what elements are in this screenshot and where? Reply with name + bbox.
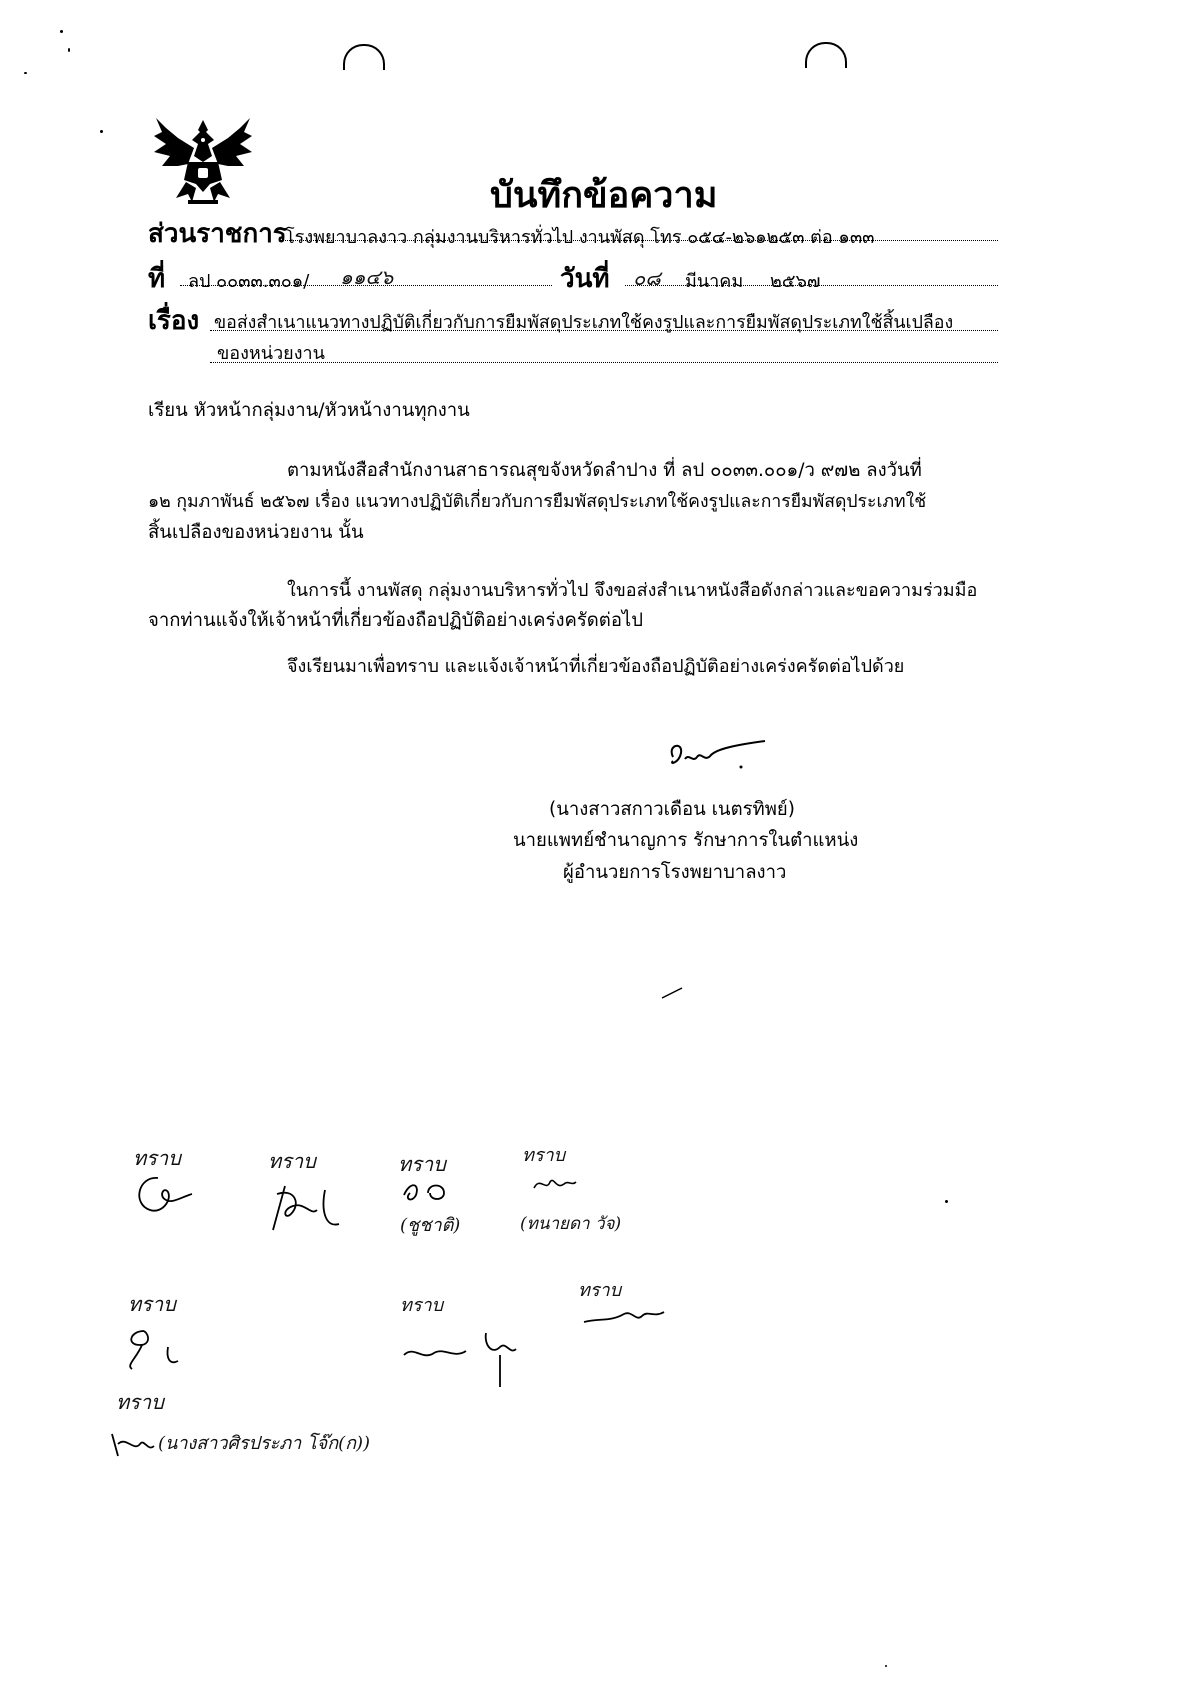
ack-signature xyxy=(265,1180,355,1239)
subject-line-2: ของหน่วยงาน xyxy=(217,343,325,364)
date-day: ๐๘ xyxy=(633,266,661,290)
ack-signature xyxy=(120,1325,190,1379)
stray-pen-mark xyxy=(660,985,684,1004)
ack-signature xyxy=(400,1325,540,1399)
ack-word: ทราบ xyxy=(578,1280,622,1301)
paragraph-2-line-1: ในการนี้ งานพัสดุ กลุ่มงานบริหารทั่วไป จึงขอส่งสำเนาหนังสือดังกล่าวและขอความร่วมมือ xyxy=(287,580,978,601)
date-month: มีนาคม xyxy=(685,271,744,292)
ack-note: (นางสาวศิรประภา โจ๊ก(ก)) xyxy=(158,1433,371,1454)
subject-line-1: ขอส่งสำเนาแนวทางปฏิบัติเกี่ยวกับการยืมพัสดุประเภทใช้คงรูปและการยืมพัสดุประเภทใช้สิ้นเปลือง xyxy=(214,312,954,333)
ack-signature xyxy=(108,1430,158,1464)
ack-signature xyxy=(128,1170,198,1224)
punch-hole-mark xyxy=(805,42,847,68)
scan-speck xyxy=(945,1200,948,1203)
ack-word: ทราบ xyxy=(400,1295,444,1316)
ack-word: ทราบ xyxy=(116,1390,164,1414)
scan-speck xyxy=(68,48,70,52)
ref-handwritten-number: ๑๑๔๖ xyxy=(340,265,394,289)
ref-label: ที่ xyxy=(148,264,166,294)
paragraph-1-line-2: ๑๒ กุมภาพันธ์ ๒๕๖๗ เรื่อง แนวทางปฏิบัติเกี่ยวกับการยืมพัสดุประเภทใช้คงรูปและการยืมพัสดุประเภทใช้ xyxy=(148,492,927,512)
ack-signature xyxy=(580,1300,670,1334)
punch-hole-mark xyxy=(343,44,385,70)
scan-speck xyxy=(885,1665,887,1667)
paragraph-2-line-2: จากท่านแจ้งให้เจ้าหน้าที่เกี่ยวข้องถือปฏิบัติอย่างเคร่งครัดต่อไป xyxy=(148,610,643,631)
ack-word: ทราบ xyxy=(398,1152,446,1176)
subject-label: เรื่อง xyxy=(148,306,200,336)
ack-note: (ชูชาติ) xyxy=(400,1215,461,1236)
paragraph-3-line-1: จึงเรียนมาเพื่อทราบ และแจ้งเจ้าหน้าที่เกี่ยวข้องถือปฏิบัติอย่างเคร่งครัดต่อไปด้วย xyxy=(287,656,905,677)
ref-value: ลป ๐๐๓๓.๓๐๑/ xyxy=(188,271,310,292)
ack-word: ทราบ xyxy=(128,1292,176,1316)
scan-speck xyxy=(60,30,63,33)
agency-label: ส่วนราชการ xyxy=(148,219,287,249)
ack-signature xyxy=(400,1175,460,1209)
agency-value: โรงพยาบาลงาว กลุ่มงานบริหารทั่วไป งานพัสดุ โทร ๐๕๔-๒๖๑๒๕๓ ต่อ ๑๓๓ xyxy=(285,227,875,248)
ack-note: (ทนายดา วัจ) xyxy=(520,1214,622,1234)
ack-signature xyxy=(530,1172,580,1200)
memo-title: บันทึกข้อความ xyxy=(490,175,718,216)
signatory-role: ผู้อำนวยการโรงพยาบาลงาว xyxy=(563,862,787,883)
date-label: วันที่ xyxy=(560,264,610,294)
scan-speck xyxy=(100,130,103,133)
signatory-position: นายแพทย์ชำนาญการ รักษาการในตำแหน่ง xyxy=(513,830,859,851)
ack-word: ทราบ xyxy=(133,1146,181,1170)
salutation: เรียน หัวหน้ากลุ่มงาน/หัวหน้างานทุกงาน xyxy=(148,400,470,421)
paragraph-1-line-1: ตามหนังสือสำนักงานสาธารณสุขจังหวัดลำปาง ที่ ลป ๐๐๓๓.๐๐๑/ว ๙๗๒ ลงวันที่ xyxy=(287,460,922,481)
signatory-name: (นางสาวสกาวเดือน เนตรทิพย์) xyxy=(549,799,795,820)
scan-speck xyxy=(24,72,27,74)
ack-word: ทราบ xyxy=(268,1149,316,1173)
paragraph-1-line-3: สิ้นเปลืองของหน่วยงาน นั้น xyxy=(148,522,364,543)
date-year: ๒๕๖๗ xyxy=(770,271,821,292)
director-signature xyxy=(665,735,775,779)
garuda-emblem-icon xyxy=(148,110,258,214)
subject-dotted-line-2 xyxy=(210,362,998,363)
ack-word: ทราบ xyxy=(522,1145,566,1166)
